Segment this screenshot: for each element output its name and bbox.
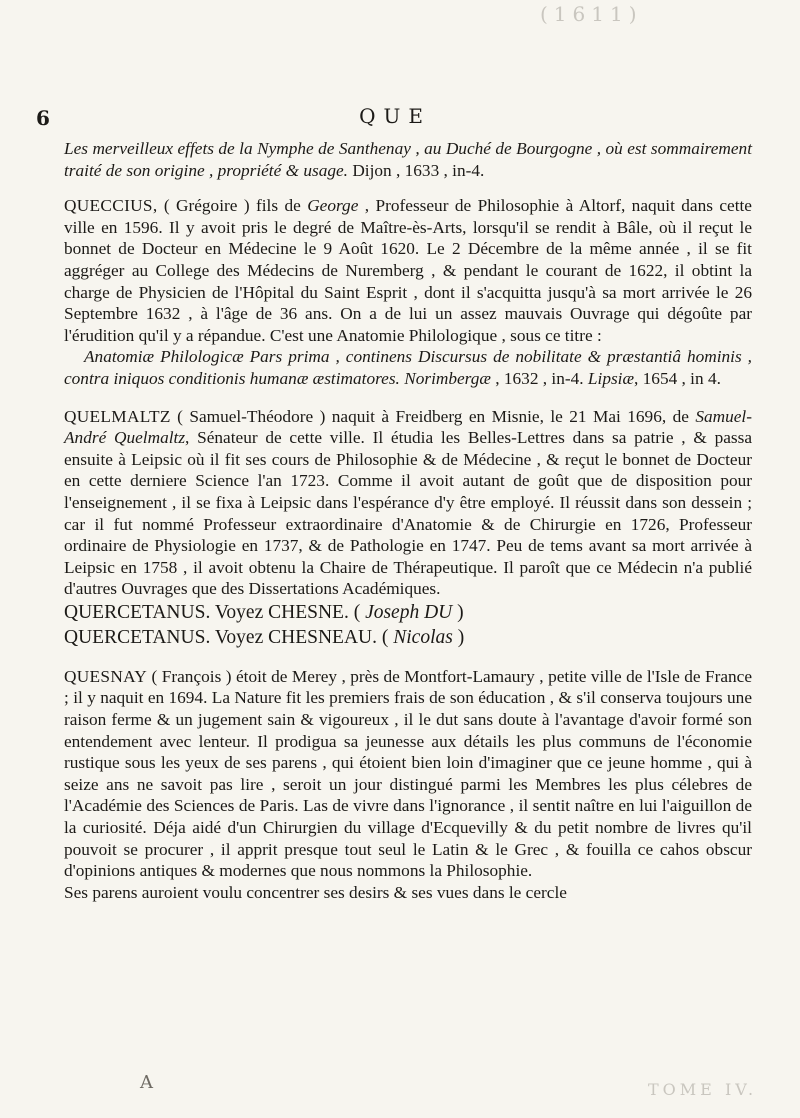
text-run: ( Grégoire ) fils de [157,196,308,216]
text-run: Dijon , 1633 , in-4. [348,160,485,180]
bleed-through-text: (1611) [540,2,643,26]
entry-continuation [64,138,752,181]
page-number: 6 [36,106,50,130]
cross-ref-headword: QUERCETANUS. [64,601,211,623]
italic-text: Anatomiæ Philologicæ Pars prima , continens Discursus de nobilitate & præstantiâ hominis , contra iniquos conditionis humanæ æstimatores. Norimbergæ [64,347,752,388]
cross-ref-headword: QUERCETANUS. [64,626,211,648]
text-run: , Sénateur de cette ville. Il étudia les Belles-Lettres dans sa patrie , & passa ensuite à Leipsic où il fit ses cours de Philosophie & de Médecine , & reçut le bonnet de Docteur en cette derniere Science l'an 1723. Comme il avoit autant de goût que de disposition pour l'enseignement , il se fixa à Leipsic dans l'espérance d'y être employé. Il réussit dans son dessein ; car il fut nommé Professeur extraordinaire d'Anatomie & de Chirurgie en 1726, Professeur ordinaire de Physiologie en 1737, & de Pathologie en 1747. Peu de tems avant sa mort arrivée à Leipsic en 1758 , il avoit obtenu la Chaire de Thérapeutique. Il paroît que ce Médecin n'a publié d'autres Ouvrages que des Dissertations Académiques. [64,428,753,599]
signature-mark: A [140,1072,153,1093]
entry-text: ( François ) étoit de Merey , près de Montfort-Lamaury , petite ville de l'Isle de France ; il y naquit en 1694. La Nature fit les premiers frais de son éducation , & s'il conserva toujours une raison ferme & un jugement sain & vigoureux , il le dut sans doute à l'avantage d'avoir formé son entendement avec lenteur. Il prodigua sa jeunesse aux détails les plus communs de l'économie rustique sous les yeux de ses parens , qui étoient bien loin d'imaginer que ce jeune homme , qui à seize ans ne savoit pas lire , seroit un jour distingué parmi les Membres les plus célebres de l'Académie des Sciences de Paris. Las de vivre dans l'ignorance , il sentit naître en lui l'aiguillon de la curiosité. Déja aidé d'un Chirurgien du village d'Ecquevilly & du petit nombre de livres qu'il pouvoit se procurer , il apprit presque tout seul le Latin & le Grec , & fouilla ce cahos obscur d'opinions antiques & modernes que nous nommons la Philosophie. [64,666,752,881]
entry-queccius [64,195,752,389]
cross-reference: QUERCETANUS. Voyez CHESNEAU. ( Nicolas ) [64,626,465,648]
entry-quesnay [64,666,752,904]
work-title [64,346,752,389]
italic-text: Les merveilleux effets de la Nymphe de Santhenay , au Duché de Bourgogne , où est sommairement traité de son origine , propriété & usage. [64,139,752,180]
cross-reference: QUERCETANUS. Voyez CHESNE. ( Joseph DU ) [64,601,464,623]
text-run: , 1632 , in-4. [490,368,588,388]
text-run: , Professeur de Philosophie à Altorf, naquit dans cette ville en 1596. Il y avoit pris le degré de Maître-ès-Arts, lorsqu'il se rendit à Bâle, où il reçut le bonnet de Docteur en Médecine le 9 Août 1620. Le 2 Décembre de la même année , il se fit aggréger au College des Médecins de Nuremberg , & pendant le courant de 1622, il obtint la charge de Physicien de l'Hôpital du Saint Esprit , dont il s'acquitta jusqu'à sa mort arrivée le 26 Septembre 1632 , à l'âge de 36 ans. On a de lui un assez mauvais Ouvrage qui dégoûte par l'érudition qu'il y a répandue. C'est une Anatomie Philologique , sous ce titre : [64,196,752,345]
entry-quelmaltz [64,406,752,600]
cross-ref-name: Nicolas [393,626,453,648]
italic-text: Lipsiæ [587,368,635,388]
text-run: ( Samuel-Théodore ) naquit à Freidberg en Misnie, le 21 Mai 1696, de [170,406,696,426]
entry-headword: QUECCIUS, [64,196,158,216]
italic-text: George [307,196,359,216]
entry-text-continued: Ses parens auroient voulu concentrer ses desirs & ses vues dans le cercle [64,882,567,902]
running-head: QUE [359,104,431,128]
entry-headword: QUESNAY [64,666,148,686]
page-header [36,104,754,132]
text-run: , 1654 , in 4. [634,368,721,388]
page-content [64,138,752,903]
entry-headword: QUELMALTZ [64,406,171,426]
entry-body [64,195,752,346]
italic-text: Samuel-André Quelmaltz [64,406,752,448]
bleed-through-footer: TOME IV. [648,1080,758,1099]
cross-ref-name: Joseph DU [365,601,453,623]
